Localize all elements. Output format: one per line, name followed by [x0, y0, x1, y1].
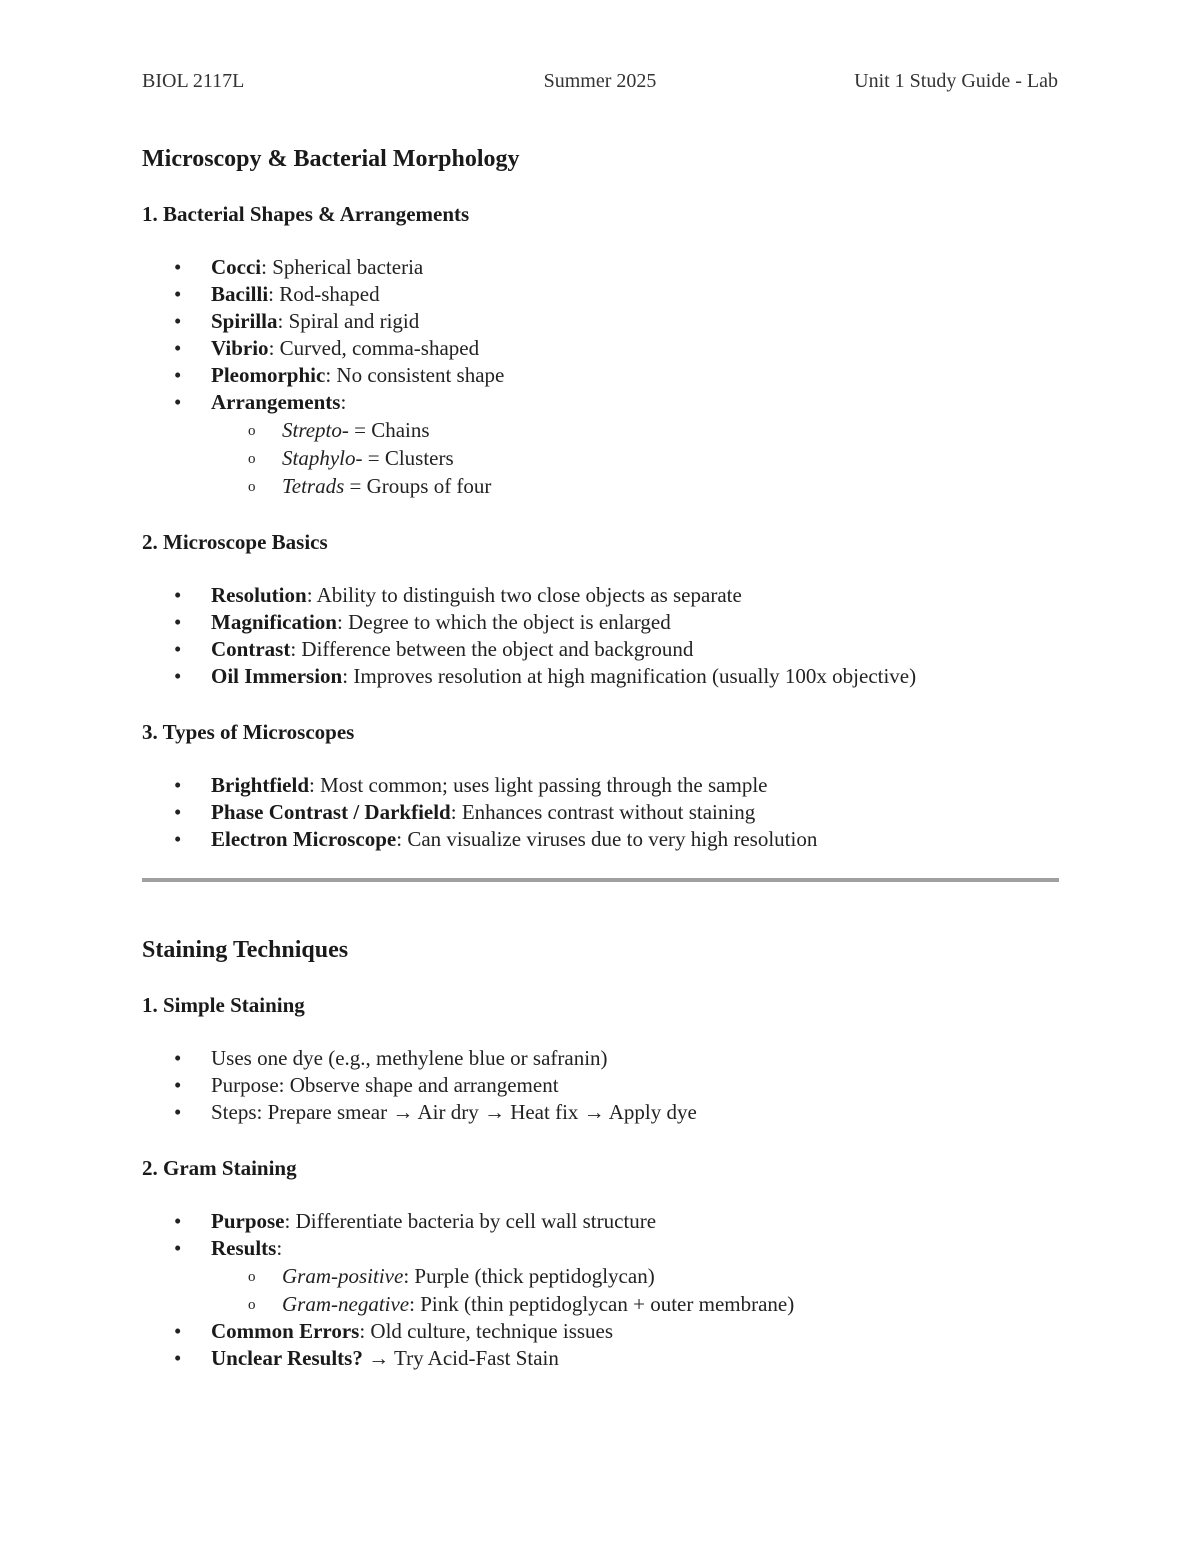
list-item: • Spirilla: Spiral and rigid [142, 308, 1058, 335]
list-item: • Unclear Results? → Try Acid-Fast Stain [142, 1345, 1058, 1372]
sub-list-item: o Gram-positive: Purple (thick peptidoglycan) [142, 1262, 1058, 1290]
arrangements-list [142, 416, 1058, 500]
list-item: • Oil Immersion: Improves resolution at high magnification (usually 100x objective) [142, 663, 1058, 690]
list-item: • Brightfield: Most common; uses light passing through the sample [142, 772, 1058, 799]
term: Summer 2025 [543, 70, 657, 92]
subsection-basics [142, 528, 1058, 690]
section-staining [142, 935, 1058, 1126]
simple-staining-list [142, 1045, 1058, 1126]
gram-list-continued [142, 1318, 1058, 1372]
sub-list-item: o Strepto- = Chains [142, 416, 1058, 444]
list-item: • Steps: Prepare smear → Air dry → Heat fix → Apply dye [142, 1099, 1058, 1126]
list-item: • Vibrio: Curved, comma-shaped [142, 335, 1058, 362]
section-title-microscopy: Microscopy & Bacterial Morphology [142, 146, 520, 172]
list-item: • Purpose: Observe shape and arrangement [142, 1072, 1058, 1099]
list-item: • Common Errors: Old culture, technique issues [142, 1318, 1058, 1345]
section-title-staining: Staining Techniques [142, 937, 349, 963]
course-code: BIOL 2117L [142, 70, 245, 92]
horizontal-divider [142, 878, 1059, 882]
basics-list [142, 582, 1058, 690]
list-item: • Phase Contrast / Darkfield: Enhances contrast without staining [142, 799, 1058, 826]
sub-list-item: o Tetrads = Groups of four [142, 472, 1058, 500]
subhead-gram-staining: 2. Gram Staining [142, 1156, 297, 1180]
gram-list [142, 1208, 1058, 1262]
subhead-simple-staining: 1. Simple Staining [142, 993, 305, 1017]
sub-list-item: o Staphylo- = Clusters [142, 444, 1058, 472]
page-header [142, 70, 1058, 98]
list-item: • Bacilli: Rod-shaped [142, 281, 1058, 308]
subhead-basics: 2. Microscope Basics [142, 530, 328, 554]
list-item: • Magnification: Degree to which the object is enlarged [142, 609, 1058, 636]
list-item: • Uses one dye (e.g., methylene blue or safranin) [142, 1045, 1058, 1072]
list-item: • Cocci: Spherical bacteria [142, 254, 1058, 281]
subsection-types [142, 718, 1058, 853]
shapes-list [142, 254, 1058, 416]
list-item: • Purpose: Differentiate bacteria by cell wall structure [142, 1208, 1058, 1235]
types-list [142, 772, 1058, 853]
list-item: • Results: [142, 1235, 1058, 1262]
list-item: • Electron Microscope: Can visualize viruses due to very high resolution [142, 826, 1058, 853]
subsection-gram [142, 1154, 1058, 1372]
list-item: • Arrangements: [142, 389, 1058, 416]
document-title: Unit 1 Study Guide - Lab [854, 70, 1058, 92]
sub-list-item: o Gram-negative: Pink (thin peptidoglycan + outer membrane) [142, 1290, 1058, 1318]
list-item: • Resolution: Ability to distinguish two close objects as separate [142, 582, 1058, 609]
section-microscopy [142, 144, 1058, 500]
list-item: • Contrast: Difference between the object and background [142, 636, 1058, 663]
subhead-shapes: 1. Bacterial Shapes & Arrangements [142, 202, 470, 226]
list-item: • Pleomorphic: No consistent shape [142, 362, 1058, 389]
gram-results-list [142, 1262, 1058, 1318]
subhead-types: 3. Types of Microscopes [142, 720, 355, 744]
